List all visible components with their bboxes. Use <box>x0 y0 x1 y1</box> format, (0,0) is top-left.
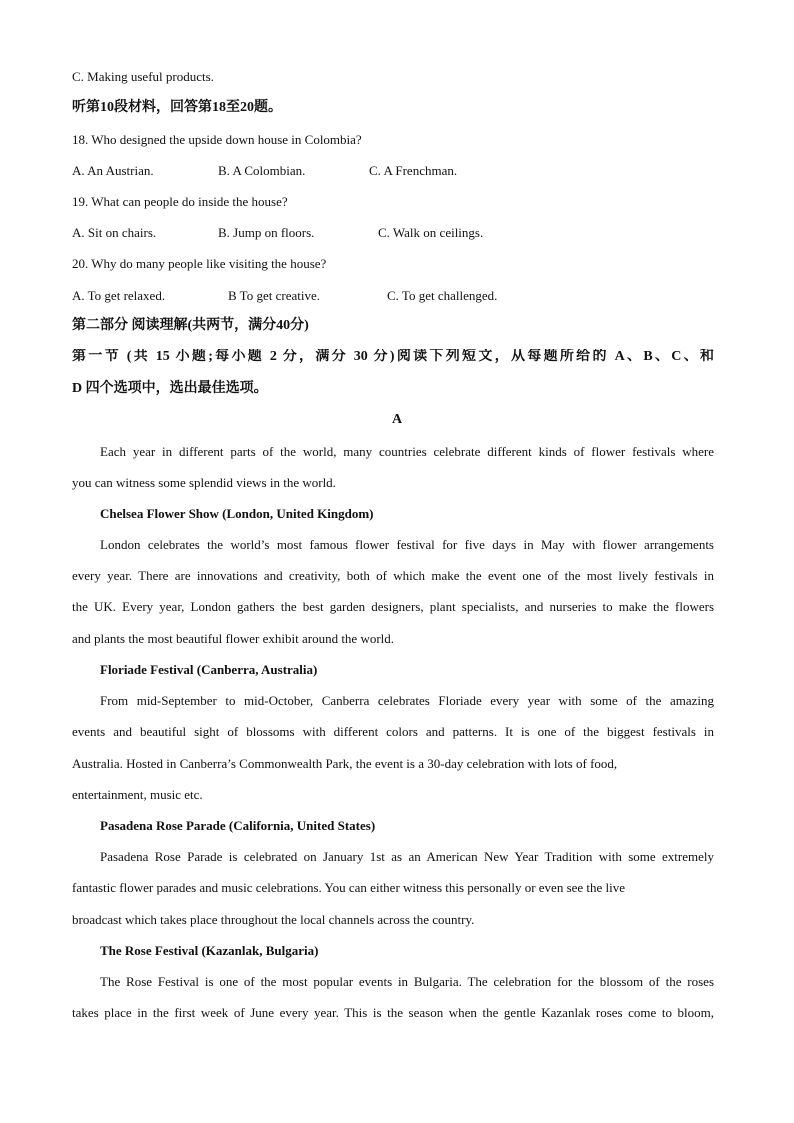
festival-heading-floriade: Floriade Festival (Canberra, Australia) <box>100 662 318 677</box>
q19-option-c: C. Walk on ceilings. <box>378 225 484 240</box>
floriade-line-1: From mid-September to mid-October, Canberra celebrates Floriade every year with some of the amazing <box>100 693 714 708</box>
part-2-heading: 第二部分 阅读理解(共两节，满分40分) <box>72 318 309 333</box>
listening-instruction: 听第10段材料，回答第18至20题。 <box>72 100 282 115</box>
q18-option-a: A. An Austrian. <box>72 163 154 178</box>
pasadena-line-1: Pasadena Rose Parade is celebrated on January 1st as an American New Year Tradition with some extremely <box>100 849 714 864</box>
q19-option-b: B. Jump on floors. <box>218 225 315 240</box>
chelsea-line-1: London celebrates the world’s most famous flower festival for five days in May with flower arrangements <box>100 537 714 552</box>
q20-option-a: A. To get relaxed. <box>72 288 166 303</box>
rose-line-1: The Rose Festival is one of the most popular events in Bulgaria. The celebration for the blossom of the roses <box>100 974 714 989</box>
option-line: C. Making useful products. <box>72 69 214 84</box>
q18-option-c: C. A Frenchman. <box>369 163 458 178</box>
festival-heading-pasadena: Pasadena Rose Parade (California, United States) <box>100 818 376 833</box>
festival-heading-chelsea: Chelsea Flower Show (London, United Kingdom) <box>100 506 374 521</box>
festival-heading-rose: The Rose Festival (Kazanlak, Bulgaria) <box>100 943 319 958</box>
intro-line-2: you can witness some splendid views in the world. <box>72 475 336 490</box>
intro-line-1: Each year in different parts of the world, many countries celebrate different kinds of flower festivals where <box>100 444 714 459</box>
section-1-instruction: 第一节 (共 15 小题;每小题 2 分，满分 30 分)阅读下列短文，从每题所给的 A、B、C、和 <box>72 349 714 364</box>
question-20: 20. Why do many people like visiting the house? <box>72 256 327 271</box>
question-19: 19. What can people do inside the house? <box>72 194 288 209</box>
floriade-line-3: Australia. Hosted in Canberra’s Commonwealth Park, the event is a 30-day celebration with lots of food, <box>72 756 618 771</box>
q20-option-b: B To get creative. <box>228 288 320 303</box>
q20-option-c: C. To get challenged. <box>387 288 498 303</box>
question-18: 18. Who designed the upside down house in Colombia? <box>72 132 362 147</box>
floriade-line-4: entertainment, music etc. <box>72 787 203 802</box>
chelsea-line-3: the UK. Every year, London gathers the best garden designers, plant specialists, and nurseries to make the flowers <box>72 599 714 614</box>
rose-line-2: takes place in the first week of June every year. This is the season when the gentle Kazanlak roses come to bloom, <box>72 1005 714 1020</box>
section-1-instruction-cont: D 四个选项中，选出最佳选项。 <box>72 381 268 396</box>
chelsea-line-2: every year. There are innovations and creativity, both of which make the event one of the most lively festivals in <box>72 568 714 583</box>
pasadena-line-3: broadcast which takes place throughout the local channels across the country. <box>72 912 475 927</box>
pasadena-line-2: fantastic flower parades and music celebrations. You can either witness this personally or even see the live <box>72 880 626 895</box>
chelsea-line-4: and plants the most beautiful flower exhibit around the world. <box>72 631 395 646</box>
passage-label: A <box>391 412 403 427</box>
q19-option-a: A. Sit on chairs. <box>72 225 157 240</box>
q18-option-b: B. A Colombian. <box>218 163 306 178</box>
floriade-line-2: events and beautiful sight of blossoms with different colors and patterns. It is one of the biggest festivals in <box>72 724 714 739</box>
